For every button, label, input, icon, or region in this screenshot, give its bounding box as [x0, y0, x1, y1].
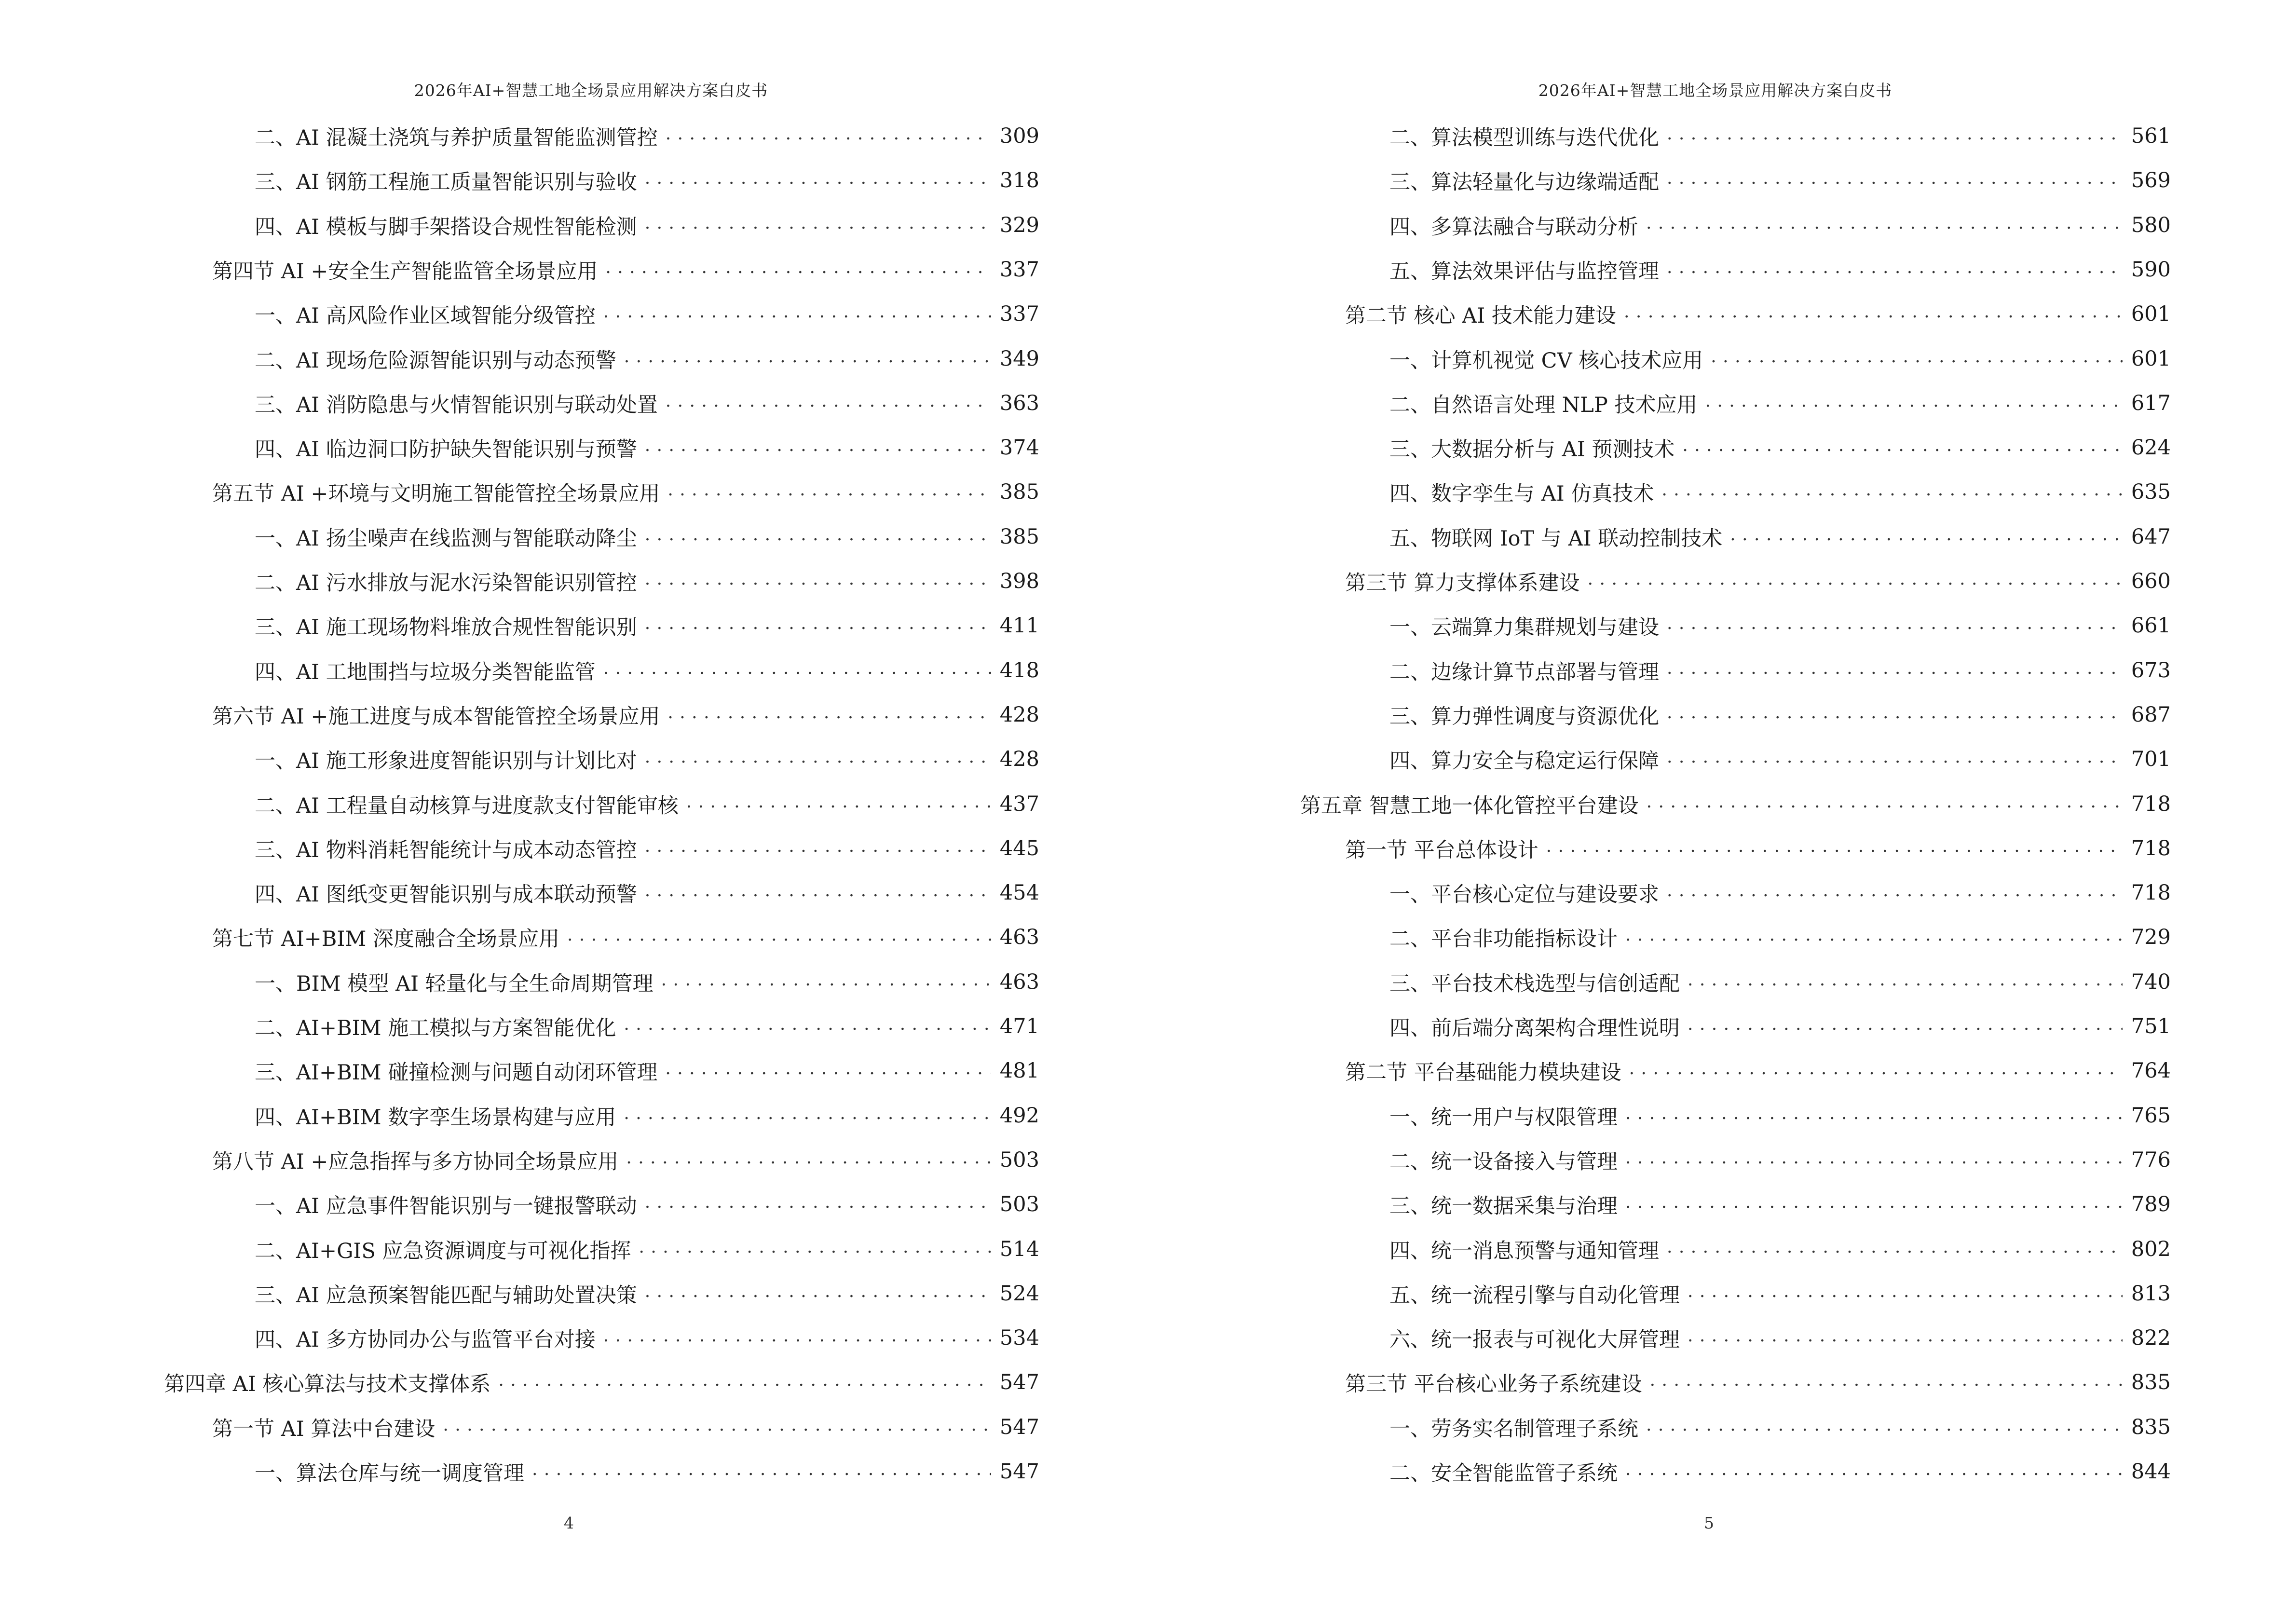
toc-entry-page: 789: [2131, 1192, 2171, 1216]
toc-entry-page: 398: [999, 569, 1039, 593]
toc-entry[interactable]: [1389, 876, 2171, 910]
toc-entry[interactable]: [255, 431, 1039, 464]
toc-leader-dots: [1625, 1143, 2123, 1177]
toc-leader-dots: [645, 1187, 991, 1221]
toc-entry[interactable]: [255, 297, 1039, 331]
toc-entry-title: 二、安全智能监管子系统: [1389, 1461, 1618, 1486]
toc-entry-page: 569: [2131, 168, 2171, 192]
toc-entry-title: 五、算法效果评估与监控管理: [1389, 259, 1659, 284]
toc-entry-title: 一、劳务实名制管理子系统: [1389, 1417, 1638, 1441]
toc-entry-page: 601: [2131, 347, 2171, 371]
toc-leader-dots: [645, 164, 991, 197]
toc-entry-page: 729: [2131, 925, 2171, 949]
toc-entry[interactable]: [1389, 342, 2171, 376]
toc-entry-page: 647: [2131, 525, 2171, 549]
toc-entry-page: 385: [999, 480, 1039, 504]
toc-leader-dots: [1705, 386, 2122, 420]
toc-entry-page: 503: [999, 1148, 1039, 1172]
toc-entry-title: 三、AI 钢筋工程施工质量智能识别与验收: [255, 170, 637, 194]
toc-entry-title: 二、统一设备接入与管理: [1389, 1149, 1618, 1174]
toc-entry-title: 二、AI+BIM 施工模拟与方案智能优化: [255, 1016, 616, 1040]
toc-entry-page: 329: [999, 213, 1039, 237]
toc-entry-page: 844: [2131, 1460, 2171, 1484]
toc-entry-page: 765: [2131, 1104, 2171, 1128]
toc-entry-title: 四、多算法融合与联动分析: [1389, 215, 1638, 239]
toc-entry[interactable]: [1389, 164, 2171, 197]
toc-entry[interactable]: [1389, 253, 2171, 287]
toc-entry-page: 580: [2131, 213, 2171, 237]
toc-entry-page: 309: [999, 124, 1039, 148]
toc-leader-dots: [1647, 787, 2123, 821]
page-header: 2026年AI+智慧工地全场景应用解决方案白皮书: [414, 81, 768, 100]
toc-entry-title: 二、AI 污水排放与泥水污染智能识别管控: [255, 571, 637, 595]
toc-entry-title: 四、AI 工地围挡与垃圾分类智能监管: [255, 660, 596, 684]
toc-entry-title: 四、前后端分离架构合理性说明: [1389, 1016, 1680, 1040]
toc-entry[interactable]: [255, 609, 1039, 642]
toc-leader-dots: [624, 342, 991, 376]
toc-entry[interactable]: [1345, 832, 2171, 865]
toc-entry-title: 第四节 AI +安全生产智能监管全场景应用: [212, 259, 598, 284]
toc-entry-page: 547: [999, 1460, 1039, 1484]
toc-leader-dots: [1667, 253, 2123, 287]
toc-entry[interactable]: [255, 1054, 1039, 1088]
toc-entry-title: 四、AI+BIM 数字孪生场景构建与应用: [255, 1105, 616, 1130]
toc-entry[interactable]: [212, 1143, 1039, 1177]
toc-entry[interactable]: [255, 119, 1039, 153]
toc-entry[interactable]: [255, 564, 1039, 598]
toc-entry-title: 三、AI+BIM 碰撞检测与问题自动闭环管理: [255, 1060, 658, 1085]
toc-entry-title: 第二节 核心 AI 技术能力建设: [1345, 303, 1617, 328]
toc-entry-title: 第一节 平台总体设计: [1345, 838, 1538, 862]
toc-leader-dots: [686, 787, 991, 821]
toc-leader-dots: [1667, 654, 2123, 687]
toc-leader-dots: [1667, 1232, 2123, 1266]
toc-entry-page: 687: [2131, 703, 2171, 727]
toc-entry-page: 492: [999, 1104, 1039, 1128]
toc-entry-page: 428: [999, 703, 1039, 727]
toc-entry-page: 524: [999, 1282, 1039, 1306]
toc-entry-page: 751: [2131, 1014, 2171, 1038]
toc-leader-dots: [1667, 609, 2123, 642]
toc-entry-page: 590: [2131, 258, 2171, 282]
page-number-text: 5: [1704, 1514, 1714, 1532]
toc-entry[interactable]: [255, 787, 1039, 821]
toc-entry[interactable]: [1389, 1321, 2171, 1355]
toc-entry[interactable]: [1389, 609, 2171, 642]
toc-entry-title: 第七节 AI+BIM 深度融合全场景应用: [212, 927, 560, 951]
toc-entry[interactable]: [1389, 208, 2171, 242]
toc-entry-page: 718: [2131, 881, 2171, 905]
toc-entry[interactable]: [255, 1187, 1039, 1221]
toc-entry[interactable]: [1389, 965, 2171, 999]
toc-leader-dots: [639, 1232, 991, 1266]
toc-leader-dots: [626, 1143, 991, 1177]
toc-entry-title: 四、算力安全与稳定运行保障: [1389, 749, 1659, 773]
toc-entry[interactable]: [255, 386, 1039, 420]
toc-entry-page: 673: [2131, 658, 2171, 682]
page-number: [0, 1514, 1144, 1532]
toc-entry-title: 一、AI 应急事件智能识别与一键报警联动: [255, 1194, 637, 1218]
toc-entry-page: 835: [2131, 1370, 2171, 1394]
toc-entry[interactable]: [1345, 1365, 2171, 1399]
toc-leader-dots: [665, 1054, 991, 1088]
toc-entry-page: 445: [999, 836, 1039, 860]
page-header: 2026年AI+智慧工地全场景应用解决方案白皮书: [1538, 81, 1892, 100]
toc-entry-title: 二、算法模型训练与迭代优化: [1389, 125, 1659, 150]
toc-entry-title: 第五章 智慧工地一体化管控平台建设: [1300, 793, 1639, 818]
toc-leader-dots: [603, 654, 991, 687]
toc-entry-page: 776: [2131, 1148, 2171, 1172]
toc-entry-title: 四、AI 临边洞口防护缺失智能识别与预警: [255, 437, 637, 462]
toc-entry-page: 363: [999, 391, 1039, 415]
toc-leader-dots: [1625, 920, 2123, 954]
toc-entry[interactable]: [1389, 742, 2171, 776]
toc-leader-dots: [645, 520, 991, 554]
toc-entry[interactable]: [1389, 1099, 2171, 1133]
toc-entry-title: 三、统一数据采集与治理: [1389, 1194, 1618, 1218]
toc-entry-title: 第五节 AI +环境与文明施工智能管控全场景应用: [212, 481, 660, 506]
toc-entry-page: 437: [999, 792, 1039, 816]
toc-entry[interactable]: [1389, 119, 2171, 153]
toc-entry-title: 二、AI 混凝土浇筑与养护质量智能监测管控: [255, 125, 658, 150]
toc-entry[interactable]: [255, 742, 1039, 776]
toc-entry-page: 463: [999, 925, 1039, 949]
toc-entry-title: 三、AI 应急预案智能匹配与辅助处置决策: [255, 1283, 637, 1308]
toc-entry[interactable]: [1389, 654, 2171, 687]
toc-entry-page: 454: [999, 881, 1039, 905]
toc-entry-title: 三、平台技术栈选型与信创适配: [1389, 971, 1680, 996]
toc-entry[interactable]: [1389, 1143, 2171, 1177]
toc-entry-title: 第一节 AI 算法中台建设: [212, 1417, 436, 1441]
toc-entry-title: 一、平台核心定位与建设要求: [1389, 882, 1659, 907]
toc-entry[interactable]: [1389, 1410, 2171, 1444]
toc-entry-title: 三、算力弹性调度与资源优化: [1389, 704, 1659, 729]
toc-entry[interactable]: [212, 920, 1039, 954]
toc-entry-title: 五、统一流程引擎与自动化管理: [1389, 1283, 1680, 1308]
toc-entry[interactable]: [1300, 787, 2171, 821]
toc-entry[interactable]: [255, 1321, 1039, 1355]
toc-entry[interactable]: [212, 698, 1039, 732]
toc-leader-dots: [1730, 520, 2123, 554]
toc-entry[interactable]: [1389, 1010, 2171, 1043]
toc-leader-dots: [1667, 164, 2123, 197]
toc-entry[interactable]: [255, 1099, 1039, 1133]
toc-entry-page: 349: [999, 347, 1039, 371]
toc-entry-title: 三、算法轻量化与边缘端适配: [1389, 170, 1659, 194]
toc-leader-dots: [645, 609, 991, 642]
toc-leader-dots: [1667, 876, 2123, 910]
toc-entry-page: 337: [999, 258, 1039, 282]
toc-entry-page: 428: [999, 747, 1039, 771]
toc-entry-page: 514: [999, 1237, 1039, 1261]
toc-leader-dots: [1667, 119, 2123, 153]
toc-entry-title: 第八节 AI +应急指挥与多方协同全场景应用: [212, 1149, 619, 1174]
toc-entry-title: 一、BIM 模型 AI 轻量化与全生命周期管理: [255, 971, 653, 996]
toc-entry-page: 418: [999, 658, 1039, 682]
toc-entry[interactable]: [212, 253, 1039, 287]
toc-entry[interactable]: [1389, 1187, 2171, 1221]
toc-entry-title: 二、平台非功能指标设计: [1389, 927, 1618, 951]
toc-leader-dots: [624, 1010, 991, 1043]
toc-leader-dots: [1646, 208, 2123, 242]
toc-entry-page: 503: [999, 1192, 1039, 1216]
toc-leader-dots: [567, 920, 991, 954]
toc-entry[interactable]: [255, 1455, 1039, 1488]
toc-entry[interactable]: [1389, 1232, 2171, 1266]
toc-leader-dots: [667, 698, 991, 732]
toc-entry-title: 第二节 平台基础能力模块建设: [1345, 1060, 1621, 1085]
toc-leader-dots: [603, 1321, 991, 1355]
toc-entry-title: 四、AI 模板与脚手架搭设合规性智能检测: [255, 215, 637, 239]
toc-leader-dots: [645, 742, 991, 776]
toc-entry[interactable]: [1389, 920, 2171, 954]
toc-entry-page: 561: [2131, 124, 2171, 148]
toc-entry-page: 835: [2131, 1415, 2171, 1439]
toc-entry-title: 第四章 AI 核心算法与技术支撑体系: [164, 1372, 491, 1396]
toc-leader-dots: [1682, 431, 2123, 464]
toc-entry-title: 四、统一消息预警与通知管理: [1389, 1239, 1659, 1263]
toc-entry-page: 374: [999, 436, 1039, 460]
toc-entry-title: 一、AI 施工形象进度智能识别与计划比对: [255, 749, 637, 773]
toc-leader-dots: [603, 297, 991, 331]
toc-entry[interactable]: [1389, 520, 2171, 554]
page-number-text: 4: [564, 1514, 574, 1532]
toc-leader-dots: [1688, 1277, 2123, 1310]
toc-entry-page: 617: [2131, 391, 2171, 415]
toc-leader-dots: [1661, 475, 2123, 509]
toc-entry-page: 471: [999, 1014, 1039, 1038]
toc-entry-title: 三、AI 施工现场物料堆放合规性智能识别: [255, 615, 637, 640]
toc-entry[interactable]: [255, 1277, 1039, 1310]
toc-entry-title: 三、大数据分析与 AI 预测技术: [1389, 437, 1675, 462]
toc-entry-page: 337: [999, 302, 1039, 326]
toc-entry[interactable]: [1345, 564, 2171, 598]
toc-entry-title: 五、物联网 IoT 与 AI 联动控制技术: [1389, 526, 1723, 551]
toc-entry-page: 547: [999, 1415, 1039, 1439]
toc-entry[interactable]: [255, 1232, 1039, 1266]
toc-entry[interactable]: [1345, 297, 2171, 331]
toc-entry-page: 701: [2131, 747, 2171, 771]
toc-leader-dots: [666, 386, 991, 420]
toc-leader-dots: [1711, 342, 2123, 376]
toc-entry-page: 661: [2131, 614, 2171, 638]
toc-leader-dots: [605, 253, 991, 287]
toc-entry-page: 635: [2131, 480, 2171, 504]
toc-leader-dots: [666, 119, 991, 153]
toc-entry[interactable]: [255, 342, 1039, 376]
toc-entry[interactable]: [255, 876, 1039, 910]
toc-entry-title: 四、数字孪生与 AI 仿真技术: [1389, 481, 1654, 506]
toc-entry[interactable]: [255, 654, 1039, 687]
toc-entry-title: 二、AI 工程量自动核算与进度款支付智能审核: [255, 793, 679, 818]
toc-leader-dots: [1625, 1187, 2123, 1221]
toc-leader-dots: [1625, 1099, 2123, 1133]
toc-entry[interactable]: [255, 965, 1039, 999]
toc-entry-title: 一、统一用户与权限管理: [1389, 1105, 1618, 1130]
toc-entry-page: 481: [999, 1059, 1039, 1083]
toc-entry[interactable]: [212, 475, 1039, 509]
toc-entry-title: 二、自然语言处理 NLP 技术应用: [1389, 393, 1698, 417]
toc-leader-dots: [1688, 1010, 2123, 1043]
toc-leader-dots: [1688, 1321, 2123, 1355]
toc-entry-title: 第三节 平台核心业务子系统建设: [1345, 1372, 1642, 1396]
toc-entry-title: 一、云端算力集群规划与建设: [1389, 615, 1659, 640]
toc-entry-page: 718: [2131, 792, 2171, 816]
toc-entry-title: 二、AI+GIS 应急资源调度与可视化指挥: [255, 1239, 631, 1263]
toc-leader-dots: [1646, 1410, 2123, 1444]
toc-leader-dots: [1688, 965, 2123, 999]
toc-entry-title: 四、AI 多方协同办公与监管平台对接: [255, 1327, 596, 1352]
toc-entry-title: 第三节 算力支撑体系建设: [1345, 571, 1580, 595]
toc-leader-dots: [532, 1455, 991, 1488]
toc-entry-title: 二、边缘计算节点部署与管理: [1389, 660, 1659, 684]
toc-leader-dots: [645, 832, 991, 865]
toc-leader-dots: [1546, 832, 2123, 865]
toc-entry[interactable]: [1389, 698, 2171, 732]
toc-entry-title: 四、AI 图纸变更智能识别与成本联动预警: [255, 882, 637, 907]
page-number: [1144, 1514, 2287, 1532]
toc-entry-page: 802: [2131, 1237, 2171, 1261]
toc-entry-page: 411: [999, 614, 1039, 638]
toc-leader-dots: [1667, 698, 2123, 732]
toc-entry-title: 二、AI 现场危险源智能识别与动态预警: [255, 348, 616, 373]
toc-leader-dots: [624, 1099, 991, 1133]
toc-entry[interactable]: [1389, 475, 2171, 509]
toc-leader-dots: [1650, 1365, 2123, 1399]
toc-entry-page: 385: [999, 525, 1039, 549]
toc-entry-page: 534: [999, 1326, 1039, 1350]
toc-entry-page: 822: [2131, 1326, 2171, 1350]
toc-leader-dots: [1588, 564, 2123, 598]
toc-entry-page: 660: [2131, 569, 2171, 593]
toc-leader-dots: [645, 564, 991, 598]
toc-entry-title: 一、AI 高风险作业区域智能分级管控: [255, 303, 596, 328]
toc-entry[interactable]: [255, 164, 1039, 197]
toc-entry-title: 第六节 AI +施工进度与成本智能管控全场景应用: [212, 704, 660, 729]
toc-entry[interactable]: [255, 1010, 1039, 1043]
toc-entry-title: 一、AI 扬尘噪声在线监测与智能联动降尘: [255, 526, 637, 551]
toc-entry[interactable]: [164, 1365, 1039, 1399]
document-page-right: [1144, 0, 2287, 1624]
toc-entry-page: 624: [2131, 436, 2171, 460]
toc-leader-dots: [645, 431, 991, 464]
toc-leader-dots: [1629, 1054, 2123, 1088]
toc-entry-page: 718: [2131, 836, 2171, 860]
toc-entry[interactable]: [1345, 1054, 2171, 1088]
toc-leader-dots: [1624, 297, 2123, 331]
toc-leader-dots: [1667, 742, 2123, 776]
toc-leader-dots: [443, 1410, 991, 1444]
toc-leader-dots: [667, 475, 991, 509]
toc-entry[interactable]: [1389, 1455, 2171, 1488]
toc-entry-title: 一、计算机视觉 CV 核心技术应用: [1389, 348, 1703, 373]
toc-leader-dots: [645, 1277, 991, 1310]
toc-entry-page: 740: [2131, 970, 2171, 994]
toc-entry[interactable]: [1389, 1277, 2171, 1310]
toc-entry[interactable]: [212, 1410, 1039, 1444]
toc-entry-page: 318: [999, 168, 1039, 192]
toc-entry-page: 813: [2131, 1282, 2171, 1306]
toc-entry[interactable]: [255, 832, 1039, 865]
toc-leader-dots: [661, 965, 991, 999]
toc-entry[interactable]: [1389, 431, 2171, 464]
toc-entry-page: 601: [2131, 302, 2171, 326]
toc-entry-page: 547: [999, 1370, 1039, 1394]
toc-entry-title: 三、AI 物料消耗智能统计与成本动态管控: [255, 838, 637, 862]
toc-entry-title: 六、统一报表与可视化大屏管理: [1389, 1327, 1680, 1352]
toc-entry-page: 764: [2131, 1059, 2171, 1083]
toc-leader-dots: [645, 876, 991, 910]
toc-entry[interactable]: [1389, 386, 2171, 420]
toc-entry-page: 463: [999, 970, 1039, 994]
toc-leader-dots: [645, 208, 991, 242]
toc-entry[interactable]: [255, 208, 1039, 242]
toc-leader-dots: [1625, 1455, 2123, 1488]
toc-leader-dots: [498, 1365, 991, 1399]
toc-entry[interactable]: [255, 520, 1039, 554]
toc-entry-title: 三、AI 消防隐患与火情智能识别与联动处置: [255, 393, 658, 417]
toc-entry-title: 一、算法仓库与统一调度管理: [255, 1461, 524, 1486]
